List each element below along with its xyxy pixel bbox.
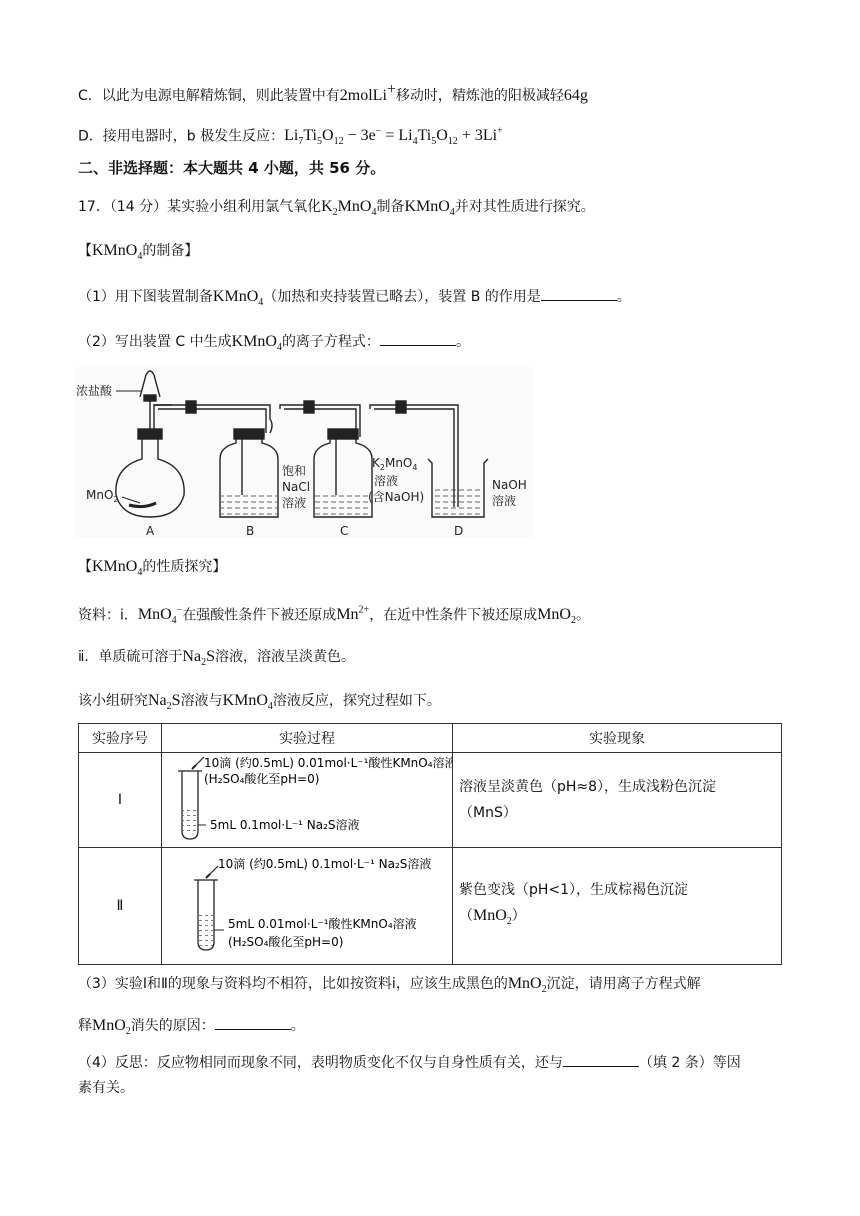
option-c — [78, 80, 588, 106]
question-3: （3）实验Ⅰ和Ⅱ的现象与资料均不相符，比如按资料ⅰ，应该生成黑色的MnO$_2$沉淀，请用离子方程式解 — [78, 975, 701, 996]
bottle-b-label-1: 饱和 — [282, 464, 307, 478]
answer-blank-4[interactable] — [563, 1052, 639, 1067]
properties-heading: 【KMnO$_4$的性质探究】 — [78, 558, 227, 579]
label-a: A — [146, 524, 155, 538]
question-1: （1）用下图装置制备KMnO$_4$（加热和夹持装置已略去），装置 B 的作用是 。 — [78, 288, 631, 309]
row-1-process — [162, 753, 453, 848]
answer-blank-1[interactable] — [541, 286, 617, 301]
answer-blank-2[interactable] — [380, 331, 456, 346]
question-4-cont: 素有关。 — [78, 1080, 134, 1096]
header-process: 实验过程 — [162, 724, 453, 753]
bottle-c-label-3: (含NaOH) — [368, 490, 425, 504]
bottle-c-label-1: $K_2MnO_4$ — [372, 456, 418, 472]
header-observation: 实验现象 — [453, 724, 782, 753]
experiment-table — [78, 723, 782, 965]
row-2-process-figure — [162, 848, 452, 960]
row-1-id: Ⅰ — [79, 753, 162, 848]
option-c-text: C．以此为电源电解精炼铜，则此装置中有 — [78, 88, 340, 104]
question-4: （4）反思：反应物相同而现象不同，表明物质变化不仅与自身性质有关，还与 （填 2 条）等因 — [78, 1052, 741, 1073]
info-2: ⅱ．单质硫可溶于$Na_2S$溶液，溶液呈淡黄色。 — [78, 648, 355, 669]
section-title: 二、非选择题：本大题共 4 小题，共 56 分。 — [78, 159, 386, 177]
apparatus-diagram — [74, 367, 534, 539]
bottle-c-label-2: 溶液 — [374, 474, 399, 488]
prep-heading: 【KMnO$_4$的制备】 — [78, 242, 199, 263]
k2mno4-formula: $K_2MnO_4$ — [321, 198, 377, 219]
row-2-process — [162, 848, 453, 965]
q17-intro: 17．（14 分）某实验小组利用氯气氧化$K_2MnO_4$制备KMnO$_4$并对其性质进行探究。 — [78, 198, 595, 219]
option-d-equation: $Li_7Ti_5O_{12} - 3e^- = Li_4Ti_5O_{12} + 3Li^+$ — [284, 126, 503, 148]
info-1: 资料：ⅰ．MnO$_4$−在强酸性条件下被还原成$Mn^{2+}$，在近中性条件下被还原成MnO$_2$。 — [78, 605, 590, 627]
row-1-observation: 溶液呈淡黄色（pH≈8），生成浅粉色沉淀 （MnS） — [453, 753, 782, 848]
option-d-text: D．接用电器时，b 极发生反应： — [78, 128, 285, 145]
option-c-charge: + — [386, 81, 396, 98]
option-c-amount: 2molLi — [339, 87, 387, 104]
beaker-d-label-1: NaOH — [492, 478, 527, 492]
mno2-label: MnO$_2$ — [86, 488, 119, 504]
row-2-top-label: 10滴 (约0.5mL) 0.1mol·L⁻¹ Na₂S溶液 — [218, 857, 432, 871]
row-1-bottom-label: 5mL 0.1mol·L⁻¹ Na₂S溶液 — [210, 818, 360, 832]
option-d — [78, 122, 503, 153]
option-c-tail: 移动时，精炼池的阳极减轻 — [395, 88, 564, 104]
answer-blank-3[interactable] — [215, 1015, 291, 1030]
beaker-d-label-2: 溶液 — [492, 494, 517, 508]
table-row — [79, 753, 782, 848]
label-d: D — [454, 524, 464, 538]
question-3-cont: 释MnO$_2$消失的原因： 。 — [78, 1017, 305, 1038]
row-1-top-label-2: (H₂SO₄酸化至pH=0) — [204, 772, 320, 786]
row-1-top-label: 10滴 (约0.5mL) 0.01mol·L⁻¹酸性KMnO₄溶液 — [204, 756, 452, 770]
bottle-b-label-2: NaCl — [282, 480, 311, 494]
question-2: （2）写出装置 C 中生成KMnO$_4$的离子方程式： 。 — [78, 333, 470, 354]
row-2-observation: 紫色变浅（pH<1），生成棕褐色沉淀 （MnO$_2$） — [453, 848, 782, 965]
study-intro: 该小组研究$Na_2S$溶液与KMnO$_4$溶液反应，探究过程如下。 — [78, 692, 441, 713]
label-b: B — [246, 524, 255, 538]
option-c-mass: 64g — [563, 87, 588, 104]
acid-label: 浓盐酸 — [76, 384, 113, 398]
table-row — [79, 848, 782, 965]
bottle-b-label-3: 溶液 — [282, 496, 307, 510]
kmno4-formula: KMnO$_4$ — [404, 198, 455, 219]
row-2-bottom-label-2: (H₂SO₄酸化至pH=0) — [228, 935, 344, 949]
label-c: C — [340, 524, 349, 538]
row-2-id: Ⅱ — [79, 848, 162, 965]
row-1-process-figure — [162, 753, 452, 843]
table-header-row — [79, 724, 782, 753]
header-id: 实验序号 — [79, 724, 162, 753]
row-2-bottom-label: 5mL 0.01mol·L⁻¹酸性KMnO₄溶液 — [228, 917, 417, 931]
